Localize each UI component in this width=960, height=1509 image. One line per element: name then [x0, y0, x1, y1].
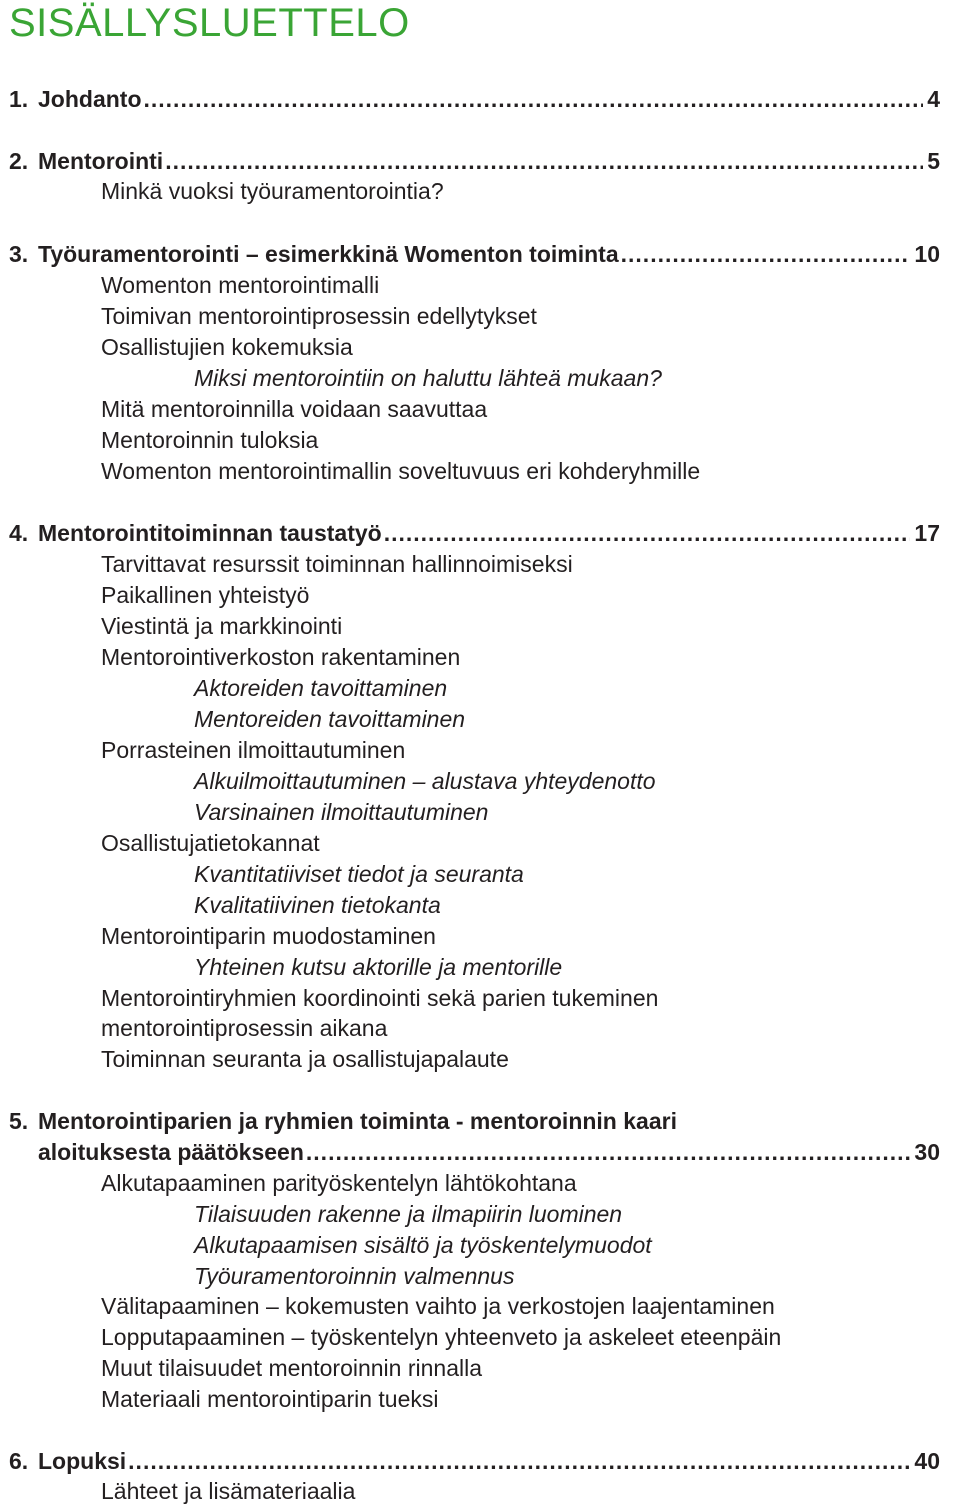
toc-section[interactable]: Toimivan mentorointiprosessin edellytykset	[101, 303, 537, 329]
toc-section[interactable]: Minkä vuoksi työuramentorointia?	[101, 178, 444, 204]
chapter-page-number: 10	[914, 241, 940, 267]
toc-section[interactable]: Mitä mentoroinnilla voidaan saavuttaa	[101, 396, 488, 422]
toc-chapter-1[interactable]	[0, 84, 960, 115]
chapter-title: Mentorointiparien ja ryhmien toiminta - mentoroinnin kaari	[38, 1106, 679, 1137]
toc-section[interactable]: Womenton mentorointimallin soveltuvuus eri kohderyhmille	[101, 458, 701, 484]
dot-leader	[384, 518, 911, 549]
toc-section[interactable]: Mentorointiryhmien koordinointi sekä parien tukeminen	[101, 985, 659, 1011]
toc-section[interactable]: Mentoroinnin tuloksia	[101, 427, 319, 453]
toc-subsection[interactable]: Yhteinen kutsu aktorille ja mentorille	[194, 954, 563, 980]
toc-section[interactable]: Mentorointiparin muodostaminen	[101, 923, 436, 949]
toc-section[interactable]: Välitapaaminen – kokemusten vaihto ja verkostojen laajentaminen	[101, 1293, 775, 1319]
toc-section[interactable]: Paikallinen yhteistyö	[101, 582, 310, 608]
toc-subsection[interactable]: Mentoreiden tavoittaminen	[194, 706, 466, 732]
toc-section-continued[interactable]: mentorointiprosessin aikana	[101, 1015, 388, 1041]
toc-chapter-4[interactable]	[0, 518, 960, 549]
toc-section[interactable]: Muut tilaisuudet mentoroinnin rinnalla	[101, 1355, 482, 1381]
dot-leader	[144, 84, 924, 115]
dot-leader	[306, 1137, 911, 1168]
toc-section[interactable]: Toiminnan seuranta ja osallistujapalaute	[101, 1046, 509, 1072]
toc-subsection[interactable]: Miksi mentorointiin on haluttu lähteä mukaan?	[194, 365, 662, 391]
chapter-number: 2.	[9, 148, 29, 174]
chapter-title-row	[38, 518, 940, 549]
page-title: SISÄLLYSLUETTELO	[9, 1, 410, 45]
chapter-page-number: 5	[927, 148, 940, 174]
chapter-number: 1.	[9, 86, 29, 112]
chapter-title-row	[38, 1446, 940, 1477]
dot-leader	[128, 1446, 910, 1477]
chapter-number: 6.	[9, 1448, 29, 1474]
chapter-title-row	[38, 146, 940, 177]
toc-subsection[interactable]: Työuramentoroinnin valmennus	[194, 1263, 515, 1289]
chapter-title-continued: aloituksesta päätökseen	[38, 1137, 306, 1168]
toc-section[interactable]: Osallistujien kokemuksia	[101, 334, 353, 360]
toc-section[interactable]: Womenton mentorointimalli	[101, 272, 380, 298]
toc-section[interactable]: Lopputapaaminen – työskentelyn yhteenveto ja askeleet eteenpäin	[101, 1324, 782, 1350]
chapter-title-row	[38, 1137, 940, 1168]
toc-chapter-6[interactable]	[0, 1446, 960, 1477]
toc-chapter-5-continued[interactable]	[0, 1137, 960, 1168]
chapter-title: Lopuksi	[38, 1446, 128, 1477]
toc-subsection[interactable]: Alkuilmoittautuminen – alustava yhteydenotto	[194, 768, 656, 794]
chapter-title: Mentorointi	[38, 146, 165, 177]
toc-subsection[interactable]: Alkutapaamisen sisältö ja työskentelymuodot	[194, 1232, 652, 1258]
chapter-page-number: 17	[914, 520, 940, 546]
chapter-number: 5.	[9, 1108, 29, 1134]
toc-subsection[interactable]: Varsinainen ilmoittautuminen	[194, 799, 489, 825]
toc-subsection[interactable]: Kvantitatiiviset tiedot ja seuranta	[194, 861, 524, 887]
chapter-page-number: 40	[914, 1448, 940, 1474]
chapter-title: Mentorointitoiminnan taustatyö	[38, 518, 384, 549]
chapter-title-row	[38, 84, 940, 115]
toc-section[interactable]: Viestintä ja markkinointi	[101, 613, 343, 639]
toc-section[interactable]: Osallistujatietokannat	[101, 830, 320, 856]
chapter-title-row	[38, 1106, 679, 1137]
toc-section[interactable]: Mentorointiverkoston rakentaminen	[101, 644, 461, 670]
toc-subsection[interactable]: Kvalitatiivinen tietokanta	[194, 892, 441, 918]
dot-leader	[621, 239, 911, 270]
chapter-page-number: 4	[927, 86, 940, 112]
chapter-title: Työuramentorointi – esimerkkinä Womenton toiminta	[38, 239, 621, 270]
toc-subsection[interactable]: Aktoreiden tavoittaminen	[194, 675, 448, 701]
toc-section[interactable]: Materiaali mentorointiparin tueksi	[101, 1386, 439, 1412]
dot-leader	[165, 146, 923, 177]
chapter-title: Johdanto	[38, 84, 144, 115]
chapter-number: 4.	[9, 520, 29, 546]
chapter-title-row	[38, 239, 940, 270]
toc-section[interactable]: Alkutapaaminen parityöskentelyn lähtökohtana	[101, 1170, 577, 1196]
toc-chapter-2[interactable]	[0, 146, 960, 177]
toc-subsection[interactable]: Tilaisuuden rakenne ja ilmapiirin luominen	[194, 1201, 623, 1227]
chapter-page-number: 30	[914, 1139, 940, 1165]
toc-section[interactable]: Porrasteinen ilmoittautuminen	[101, 737, 406, 763]
toc-chapter-5[interactable]	[0, 1106, 960, 1137]
toc-section[interactable]: Lähteet ja lisämateriaalia	[101, 1478, 356, 1504]
toc-chapter-3[interactable]	[0, 239, 960, 270]
toc-section[interactable]: Tarvittavat resurssit toiminnan hallinnoimiseksi	[101, 551, 573, 577]
chapter-number: 3.	[9, 241, 29, 267]
